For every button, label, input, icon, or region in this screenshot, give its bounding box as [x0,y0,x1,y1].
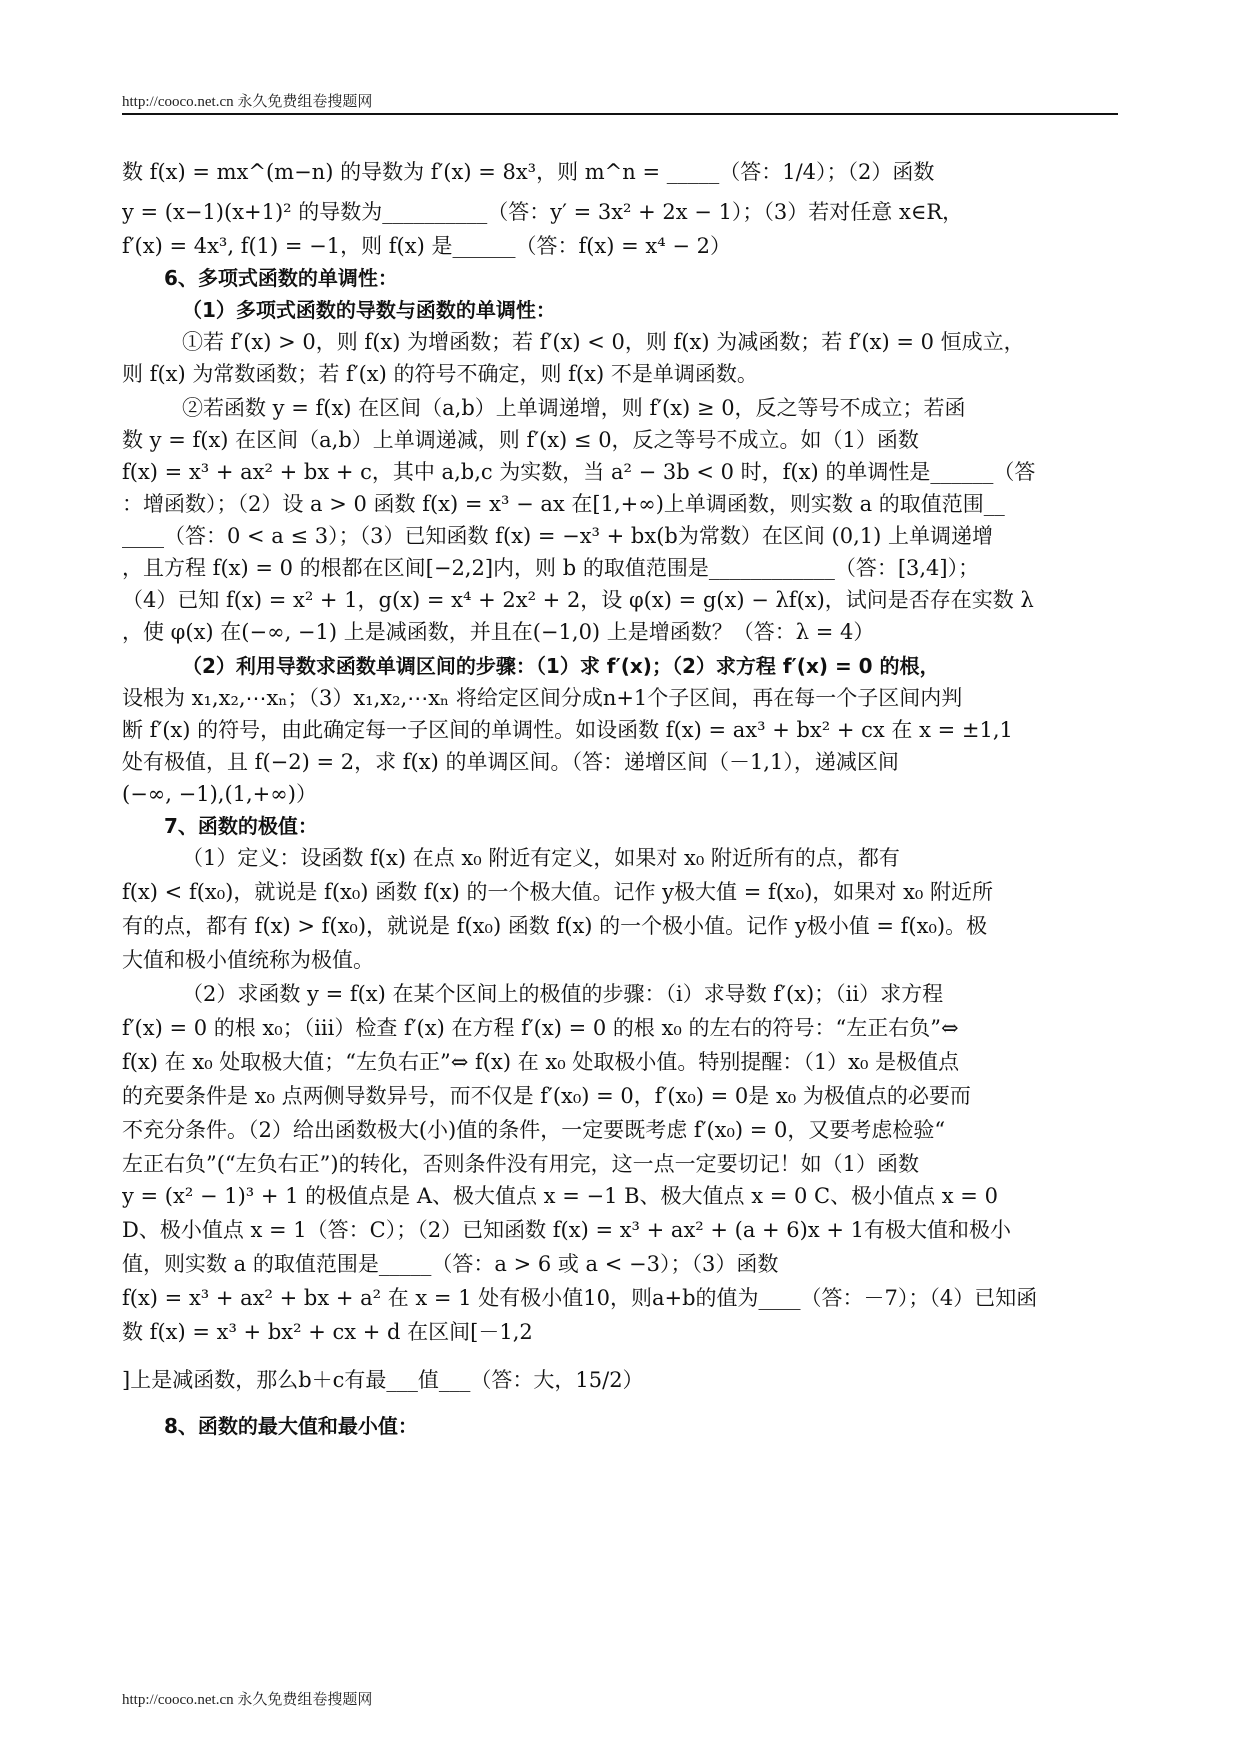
text-line: 的充要条件是 x₀ 点两侧导数异号，而不仅是 f′(x₀) = 0，f′(x₀) = 0是 x₀ 为极值点的必要而 [122,1084,971,1108]
text-line: (−∞, −1),(1,+∞)） [122,782,317,806]
section-heading: 6、多项式函数的单调性： [164,266,398,290]
text-line: 数 f(x) = mx^(m−n) 的导数为 f′(x) = 8x³，则 m^n = _____（答：1/4）；（2）函数 [122,160,935,184]
text-line: ①若 f′(x) > 0，则 f(x) 为增函数；若 f′(x) < 0，则 f(x) 为减函数；若 f′(x) = 0 恒成立， [182,330,1025,354]
text-line: （2）求函数 y = f(x) 在某个区间上的极值的步骤：（i）求导数 f′(x)；（ii）求方程 [182,982,944,1006]
section-heading: 8、函数的最大值和最小值： [164,1414,418,1438]
text-line: D、极小值点 x = 1（答：C）；（2）已知函数 f(x) = x³ + ax² + (a + 6)x + 1有极大值和极小 [122,1218,1012,1242]
text-line: 断 f′(x) 的符号，由此确定每一子区间的单调性。如设函数 f(x) = ax³ + bx² + cx 在 x = ±1,1 [122,718,1013,742]
text-line: （1）定义：设函数 f(x) 在点 x₀ 附近有定义，如果对 x₀ 附近所有的点，都有 [182,846,900,870]
text-line: 不充分条件。（2）给出函数极大(小)值的条件，一定要既考虑 f′(x₀) = 0，又要考虑检验“ [122,1118,946,1142]
subsection-heading: （1）多项式函数的导数与函数的单调性： [182,298,556,322]
text-line: 有的点，都有 f(x) > f(x₀)，就说是 f(x₀) 函数 f(x) 的一个极小值。记作 y极小值 = f(x₀)。极 [122,914,988,938]
text-line: ，使 φ(x) 在(−∞, −1) 上是减函数，并且在(−1,0) 上是增函数？（答：λ = 4） [122,620,875,644]
text-line: 数 f(x) = x³ + bx² + cx + d 在区间[－1,2 [122,1320,533,1344]
subsection-heading: （2）利用导数求函数单调区间的步骤：（1）求 f′(x)；（2）求方程 f′(x) = 0 的根， [182,654,940,678]
text-line: f′(x) = 4x³, f(1) = −1，则 f(x) 是______（答：f(x) = x⁴ − 2） [122,234,731,258]
text-line: 大值和极小值统称为极值。 [122,948,374,972]
text-line: ②若函数 y = f(x) 在区间（a,b）上单调递增，则 f′(x) ≥ 0，反之等号不成立；若函 [182,396,966,420]
text-line: 数 y = f(x) 在区间（a,b）上单调递减，则 f′(x) ≤ 0，反之等号不成立。如（1）函数 [122,428,919,452]
text-line: f(x) < f(x₀)，就说是 f(x₀) 函数 f(x) 的一个极大值。记作 y极大值 = f(x₀)，如果对 x₀ 附近所 [122,880,994,904]
section-heading: 7、函数的极值： [164,814,318,838]
page-footer-url: http://cooco.net.cn 永久免费组卷搜题网 [122,1692,373,1708]
header-divider [122,113,1118,115]
text-line: 则 f(x) 为常数函数；若 f′(x) 的符号不确定，则 f(x) 不是单调函数。 [122,362,758,386]
text-line: ____（答：0 < a ≤ 3）；（3）已知函数 f(x) = −x³ + bx(b为常数）在区间 (0,1) 上单调递增 [122,524,993,548]
text-line: ，且方程 f(x) = 0 的根都在区间[−2,2]内，则 b 的取值范围是____________（答：[3,4]）； [122,556,980,580]
text-line: ]上是减函数，那么b＋c有最___值___（答：大，15/2） [122,1368,644,1392]
text-line: y = (x² − 1)³ + 1 的极值点是 A、极大值点 x = −1 B、极大值点 x = 0 C、极小值点 x = 0 [122,1184,998,1208]
text-line: f(x) 在 x₀ 处取极大值；“左负右正”⇔ f(x) 在 x₀ 处取极小值。特别提醒：（1）x₀ 是极值点 [122,1050,960,1074]
page-header-url: http://cooco.net.cn 永久免费组卷搜题网 [122,94,373,110]
text-line: ：增函数）；（2）设 a > 0 函数 f(x) = x³ − ax 在[1,+∞)上单调函数，则实数 a 的取值范围__ [122,492,1005,516]
text-line: f(x) = x³ + ax² + bx + a² 在 x = 1 处有极小值10，则a+b的值为____（答：－7）；（4）已知函 [122,1286,1038,1310]
text-line: 值，则实数 a 的取值范围是_____（答：a > 6 或 a < −3）；（3）函数 [122,1252,779,1276]
text-line: 处有极值，且 f(−2) = 2，求 f(x) 的单调区间。（答：递增区间（－1,1），递减区间 [122,750,899,774]
text-line: f(x) = x³ + ax² + bx + c，其中 a,b,c 为实数，当 a² − 3b < 0 时，f(x) 的单调性是______（答 [122,460,1036,484]
text-line: 左正右负”(“左负右正”)的转化，否则条件没有用完，这一点一定要切记！如（1）函数 [122,1152,919,1176]
text-line: y = (x−1)(x+1)² 的导数为__________（答：y′ = 3x² + 2x − 1）；（3）若对任意 x∈R， [122,200,964,224]
text-line: （4）已知 f(x) = x² + 1，g(x) = x⁴ + 2x² + 2，设 φ(x) = g(x) − λf(x)，试问是否存在实数 λ [122,588,1034,612]
text-line: 设根为 x₁,x₂,⋯xₙ；（3）x₁,x₂,⋯xₙ 将给定区间分成n+1个子区间，再在每一个子区间内判 [122,686,963,710]
text-line: f′(x) = 0 的根 x₀；（iii）检查 f′(x) 在方程 f′(x) = 0 的根 x₀ 的左右的符号：“左正右负”⇔ [122,1016,959,1040]
